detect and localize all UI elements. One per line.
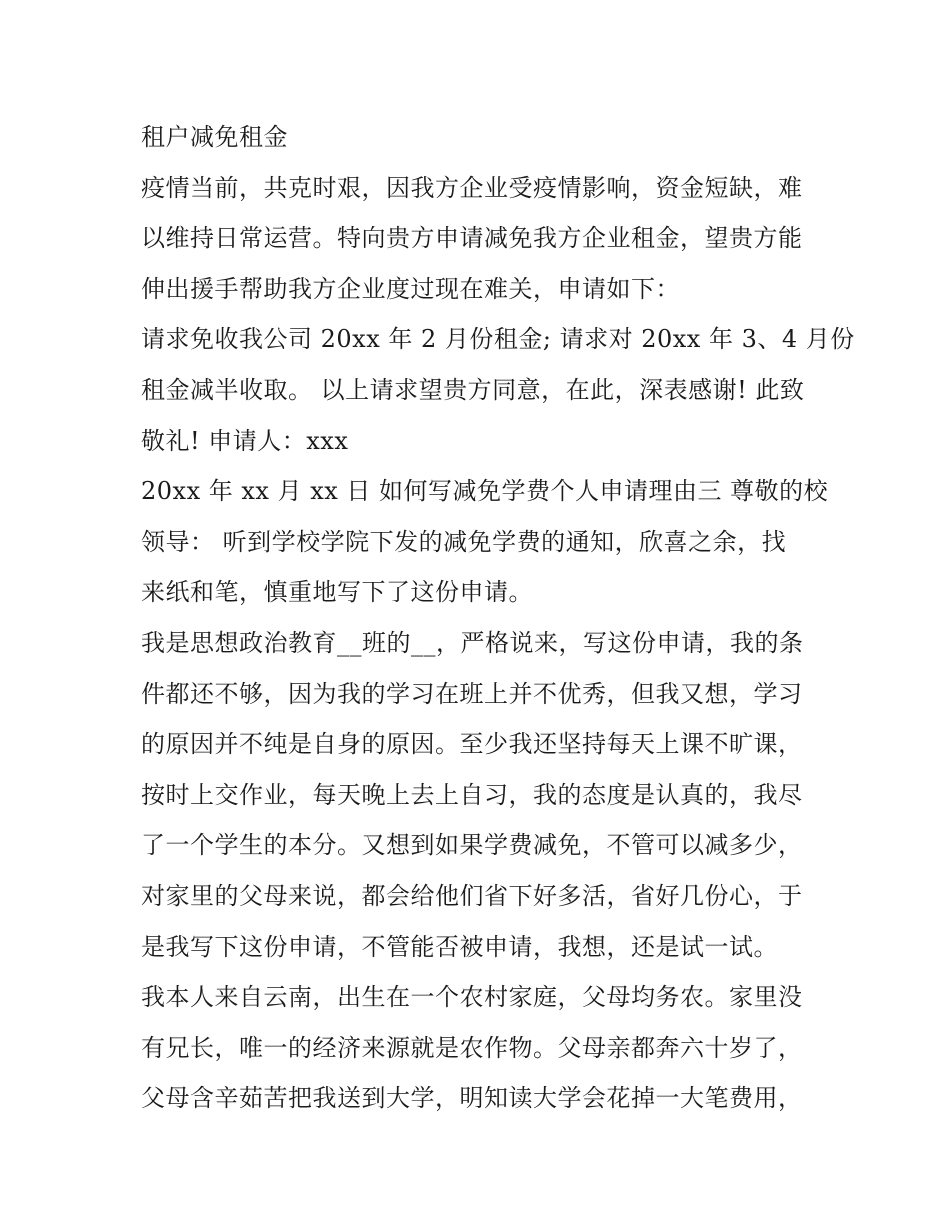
document-body (141, 112, 855, 1124)
text-line: 领导： 听到学校学院下发的减免学费的通知，欣喜之余，找 (141, 527, 787, 556)
text-line: 父母含辛茹苦把我送到大学，明知读大学会花掉一大笔费用， (141, 1084, 803, 1113)
text-line: 了一个学生的本分。又想到如果学费减免，不管可以减多少， (141, 831, 803, 860)
text-line: 我本人来自云南，出生在一个农村家庭，父母均务农。家里没 (141, 983, 803, 1012)
text-line: 对家里的父母来说，都会给他们省下好多活，省好几份心，于 (141, 881, 803, 910)
text-line: 按时上交作业，每天晚上去上自习，我的态度是认真的，我尽 (141, 780, 803, 809)
text-line: 以维持日常运营。特向贵方申请减免我方企业租金，望贵方能 (141, 224, 803, 253)
text-line: 件都还不够，因为我的学习在班上并不优秀，但我又想，学习 (141, 679, 803, 708)
text-line: 是我写下这份申请，不管能否被申请，我想，还是试一试。 (141, 932, 778, 961)
document-title: 租户减免租金 (141, 123, 288, 151)
text-line: 疫情当前，共克时艰，因我方企业受疫情影响，资金短缺，难 (141, 173, 803, 202)
text-line: 有兄长，唯一的经济来源就是农作物。父母亲都奔六十岁了， (141, 1033, 803, 1062)
text-line: 租金减半收取。 以上请求望贵方同意，在此，深表感谢! 此致 (141, 375, 805, 404)
text-line: 的原因并不纯是自身的原因。至少我还坚持每天上课不旷课， (141, 730, 803, 759)
text-line: 来纸和笔，慎重地写下了这份申请。 (141, 578, 533, 607)
text-line: 伸出援手帮助我方企业度过现在难关，申请如下： (141, 274, 680, 303)
text-line: 敬礼! 申请人：xxx (141, 426, 349, 455)
text-line: 我是思想政治教育__班的__，严格说来，写这份申请，我的条 (141, 628, 804, 657)
text-line: 20xx 年 xx 月 xx 日 如何写减免学费个人申请理由三 尊敬的校 (141, 477, 829, 506)
text-line: 请求免收我公司 20xx 年 2 月份租金; 请求对 20xx 年 3、4 月份 (141, 325, 855, 354)
